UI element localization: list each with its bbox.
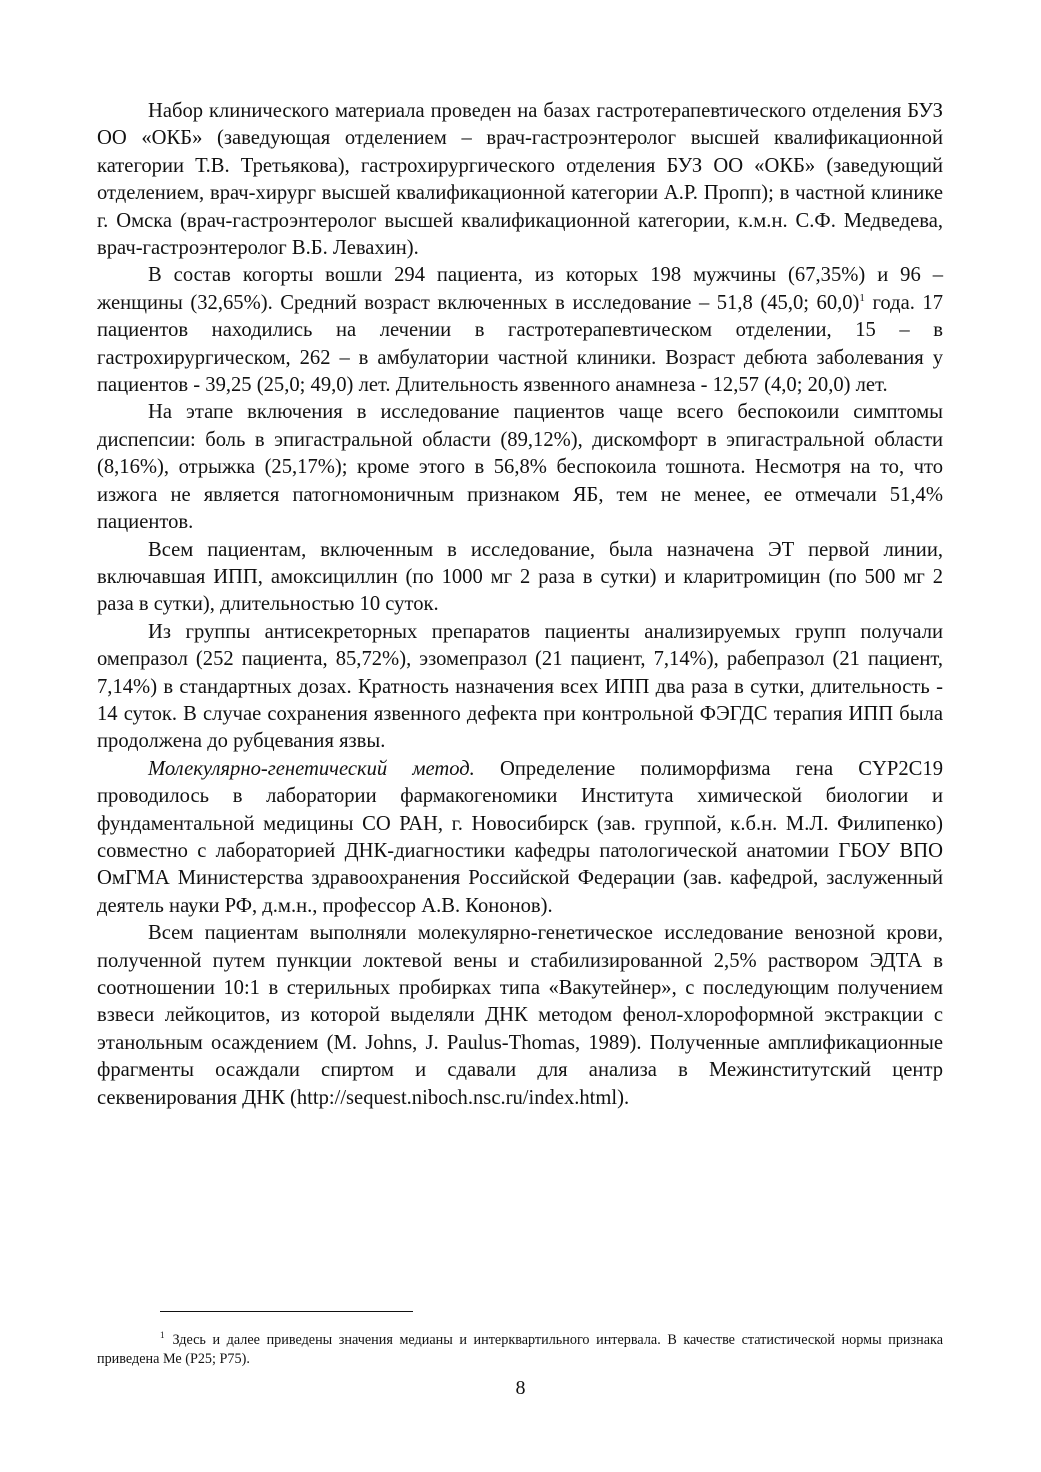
paragraph-therapy: Всем пациентам, включенным в исследование, была назначена ЭТ первой линии, включавшая ИПП, амоксициллин (по 1000 мг 2 раза в сутки) и кларитромицин (по 500 мг 2 раза в сутки), длительностью 10 суток. bbox=[97, 538, 943, 616]
paragraph-cohort bbox=[97, 262, 943, 399]
paragraph-molecular-method bbox=[97, 756, 943, 920]
footnote bbox=[97, 1331, 943, 1368]
footnote-separator bbox=[160, 1311, 413, 1312]
paragraph-symptoms: На этапе включения в исследование пациентов чаще всего беспокоили симптомы диспепсии: боль в эпигастральной области (89,12%), дискомфорт в эпигастральной области (8,16%), отрыжка (25,17%); кроме этого в 56,8% беспокоила тошнота. Несмотря на то, что изжога не является патогномоничным признаком ЯБ, тем не менее, ее отмечали 51,4% пациентов. bbox=[97, 401, 943, 534]
footnote-reference: 1 bbox=[859, 291, 865, 304]
footnote-text: Здесь и далее приведены значения медианы и интерквартильного интервала. В качестве статистической нормы признака приведена Ме (Р25; Р75). bbox=[97, 1332, 943, 1367]
page-number: 8 bbox=[515, 1377, 526, 1399]
paragraph-dna-analysis: Всем пациентам выполняли молекулярно-генетическое исследование венозной крови, полученной путем пункции локтевой вены и стабилизированной 2,5% раствором ЭДТА в соотношении 10:1 в стерильных пробирках типа «Вакутейнер», с последующим получением взвеси лейкоцитов, из которой выделяли ДНК методом фенол-хлороформной экстракции с этанольным осаждением (M. Johns, J. Paulus-Thomas, 1989). Полученные амплификационные фрагменты осаждали спиртом и сдавали для анализа в Межинститутский центр секвенирования ДНК (http://sequest.niboch.nsc.ru/index.html). bbox=[97, 922, 943, 1109]
paragraph-materials: Набор клинического материала проведен на базах гастротерапевтического отделения БУЗ ОО «ОКБ» (заведующая отделением – врач-гастроэнтеролог высшей квалификационной категории Т.В. Третьякова), гастрохирургического отделения БУЗ ОО «ОКБ» (заведующий отделением, врач-хирург высшей квалификационной категории А.Р. Пропп); в частной клинике г. Омска (врач-гастроэнтеролог высшей квалификационной категории, к.м.н. С.Ф. Медведева, врач-гастроэнтеролог В.Б. Левахин). bbox=[97, 100, 943, 260]
footnote-mark: 1 bbox=[160, 1330, 165, 1341]
body-text bbox=[97, 98, 943, 1112]
method-body: Определение полиморфизма гена CYP2C19 проводилось в лаборатории фармакогеномики Института химической биологии и фундаментальной медицины СО РАН, г. Новосибирск (зав. группой, к.б.н. М.Л. Филипенко) совместно с лабораторией ДНК-диагностики кафедры патологической анатомии ГБОУ ВПО ОмГМА Министерства здравоохранения Российской Федерации (зав. кафедрой, заслуженный деятель науки РФ, д.м.н., профессор А.В. Кононов). bbox=[97, 757, 943, 917]
cohort-text-part1: В состав когорты вошли 294 пациента, из которых 198 мужчины (67,35%) и 96 – женщины (32,65%). Средний возраст включенных в исследование – 51,8 (45,0; 60,0) bbox=[97, 264, 943, 314]
method-heading: Молекулярно-генетический метод. bbox=[148, 757, 475, 780]
paragraph-antisecretory: Из группы антисекреторных препаратов пациенты анализируемых групп получали омепразол (252 пациента, 85,72%), эзомепразол (21 пациент, 7,14%), рабепразол (21 пациент, 7,14%) в стандартных дозах. Кратность назначения всех ИПП два раза в сутки, длительность - 14 суток. В случае сохранения язвенного дефекта при контрольной ФЭГДС терапия ИПП была продолжена до рубцевания язвы. bbox=[97, 620, 943, 753]
cohort-text-part2: года. 17 пациентов находились на лечении в гастротерапевтическом отделении, 15 – в гастрохирургическом, 262 – в амбулатории частной клиники. Возраст дебюта заболевания у пациентов - 39,25 (25,0; 49,0) лет. Длительность язвенного анамнеза - 12,57 (4,0; 20,0) лет. bbox=[97, 291, 943, 397]
